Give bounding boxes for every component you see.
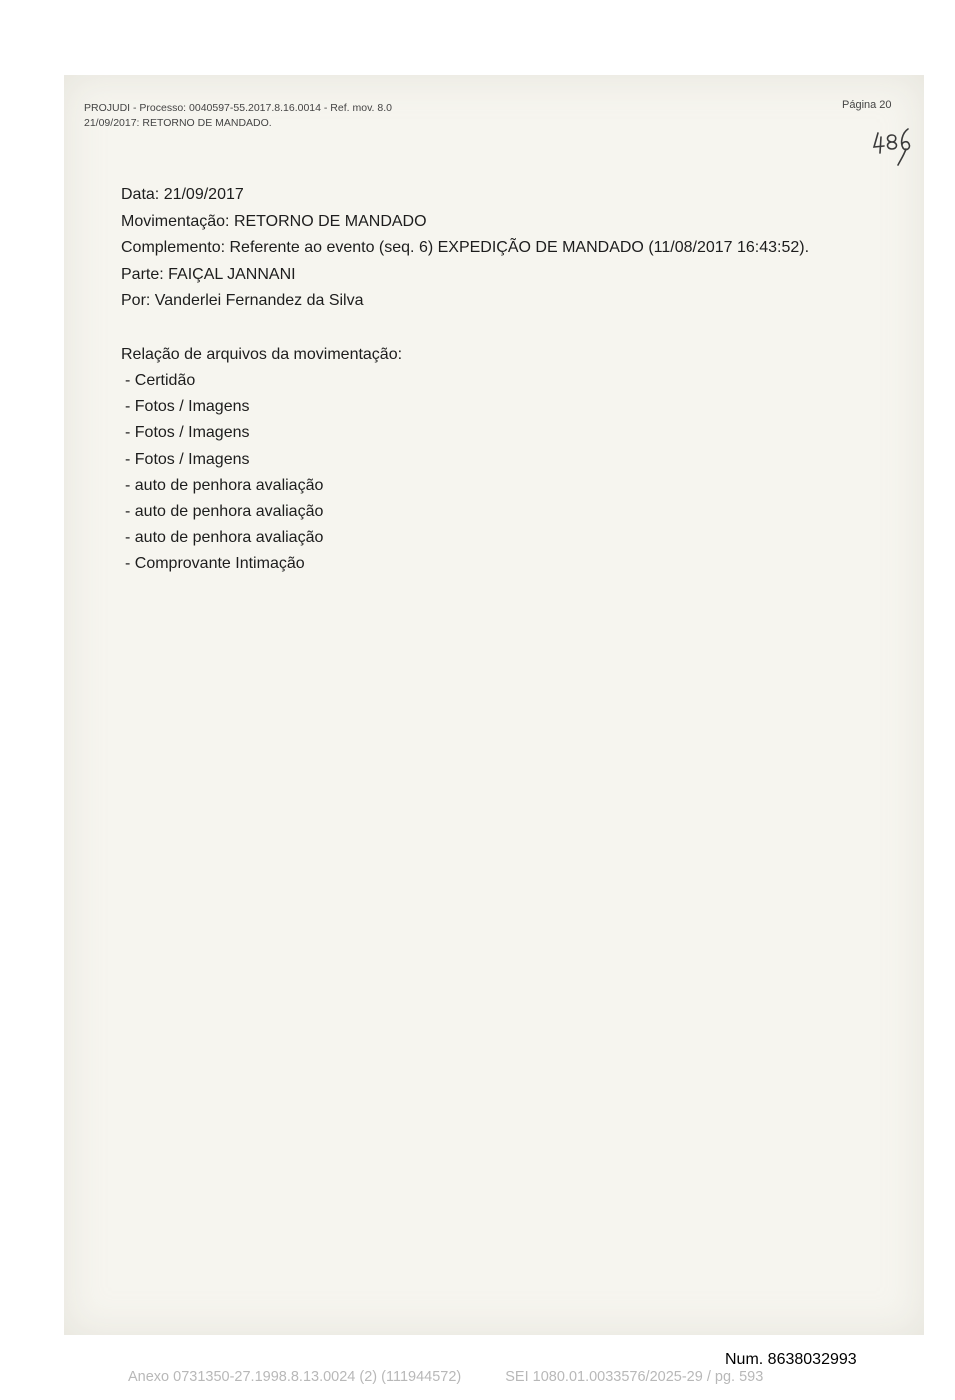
list-item: - auto de penhora avaliação xyxy=(125,502,324,520)
header-date-line: 21/09/2017: RETORNO DE MANDADO. xyxy=(84,117,272,129)
list-item: - auto de penhora avaliação xyxy=(125,529,324,547)
movement-details xyxy=(121,182,809,578)
annex-reference: Anexo 0731350-27.1998.8.13.0024 (2) (111944572) xyxy=(128,1369,462,1385)
list-item: - auto de penhora avaliação xyxy=(125,476,324,494)
party-field: Parte: FAIÇAL JANNANI xyxy=(121,265,296,283)
scanned-page xyxy=(64,75,924,1335)
files-heading: Relação de arquivos da movimentação: xyxy=(121,345,403,363)
list-item: - Comprovante Intimação xyxy=(125,555,305,573)
document-header xyxy=(84,101,392,131)
author-field: Por: Vanderlei Fernandez da Silva xyxy=(121,292,364,309)
footer-watermark xyxy=(128,1369,763,1385)
files-list xyxy=(121,368,809,578)
handwritten-page-number-icon xyxy=(870,119,918,169)
complement-field: Complemento: Referente ao evento (seq. 6) EXPEDIÇÃO DE MANDADO (11/08/2017 16:43:52). xyxy=(121,239,810,256)
list-item: - Fotos / Imagens xyxy=(125,450,250,468)
page-label: Página 20 xyxy=(842,99,892,111)
list-item: - Certidão xyxy=(125,372,196,389)
document-number: Num. 8638032993 xyxy=(725,1351,857,1368)
list-item: - Fotos / Imagens xyxy=(125,398,250,416)
date-field: Data: 21/09/2017 xyxy=(121,186,244,203)
process-line: PROJUDI - Processo: 0040597-55.2017.8.16.0014 - Ref. mov. 8.0 xyxy=(84,102,392,114)
list-item: - Fotos / Imagens xyxy=(125,424,250,442)
sei-reference: SEI 1080.01.0033576/2025-29 / pg. 593 xyxy=(505,1369,764,1385)
movement-field: Movimentação: RETORNO DE MANDADO xyxy=(121,212,427,230)
